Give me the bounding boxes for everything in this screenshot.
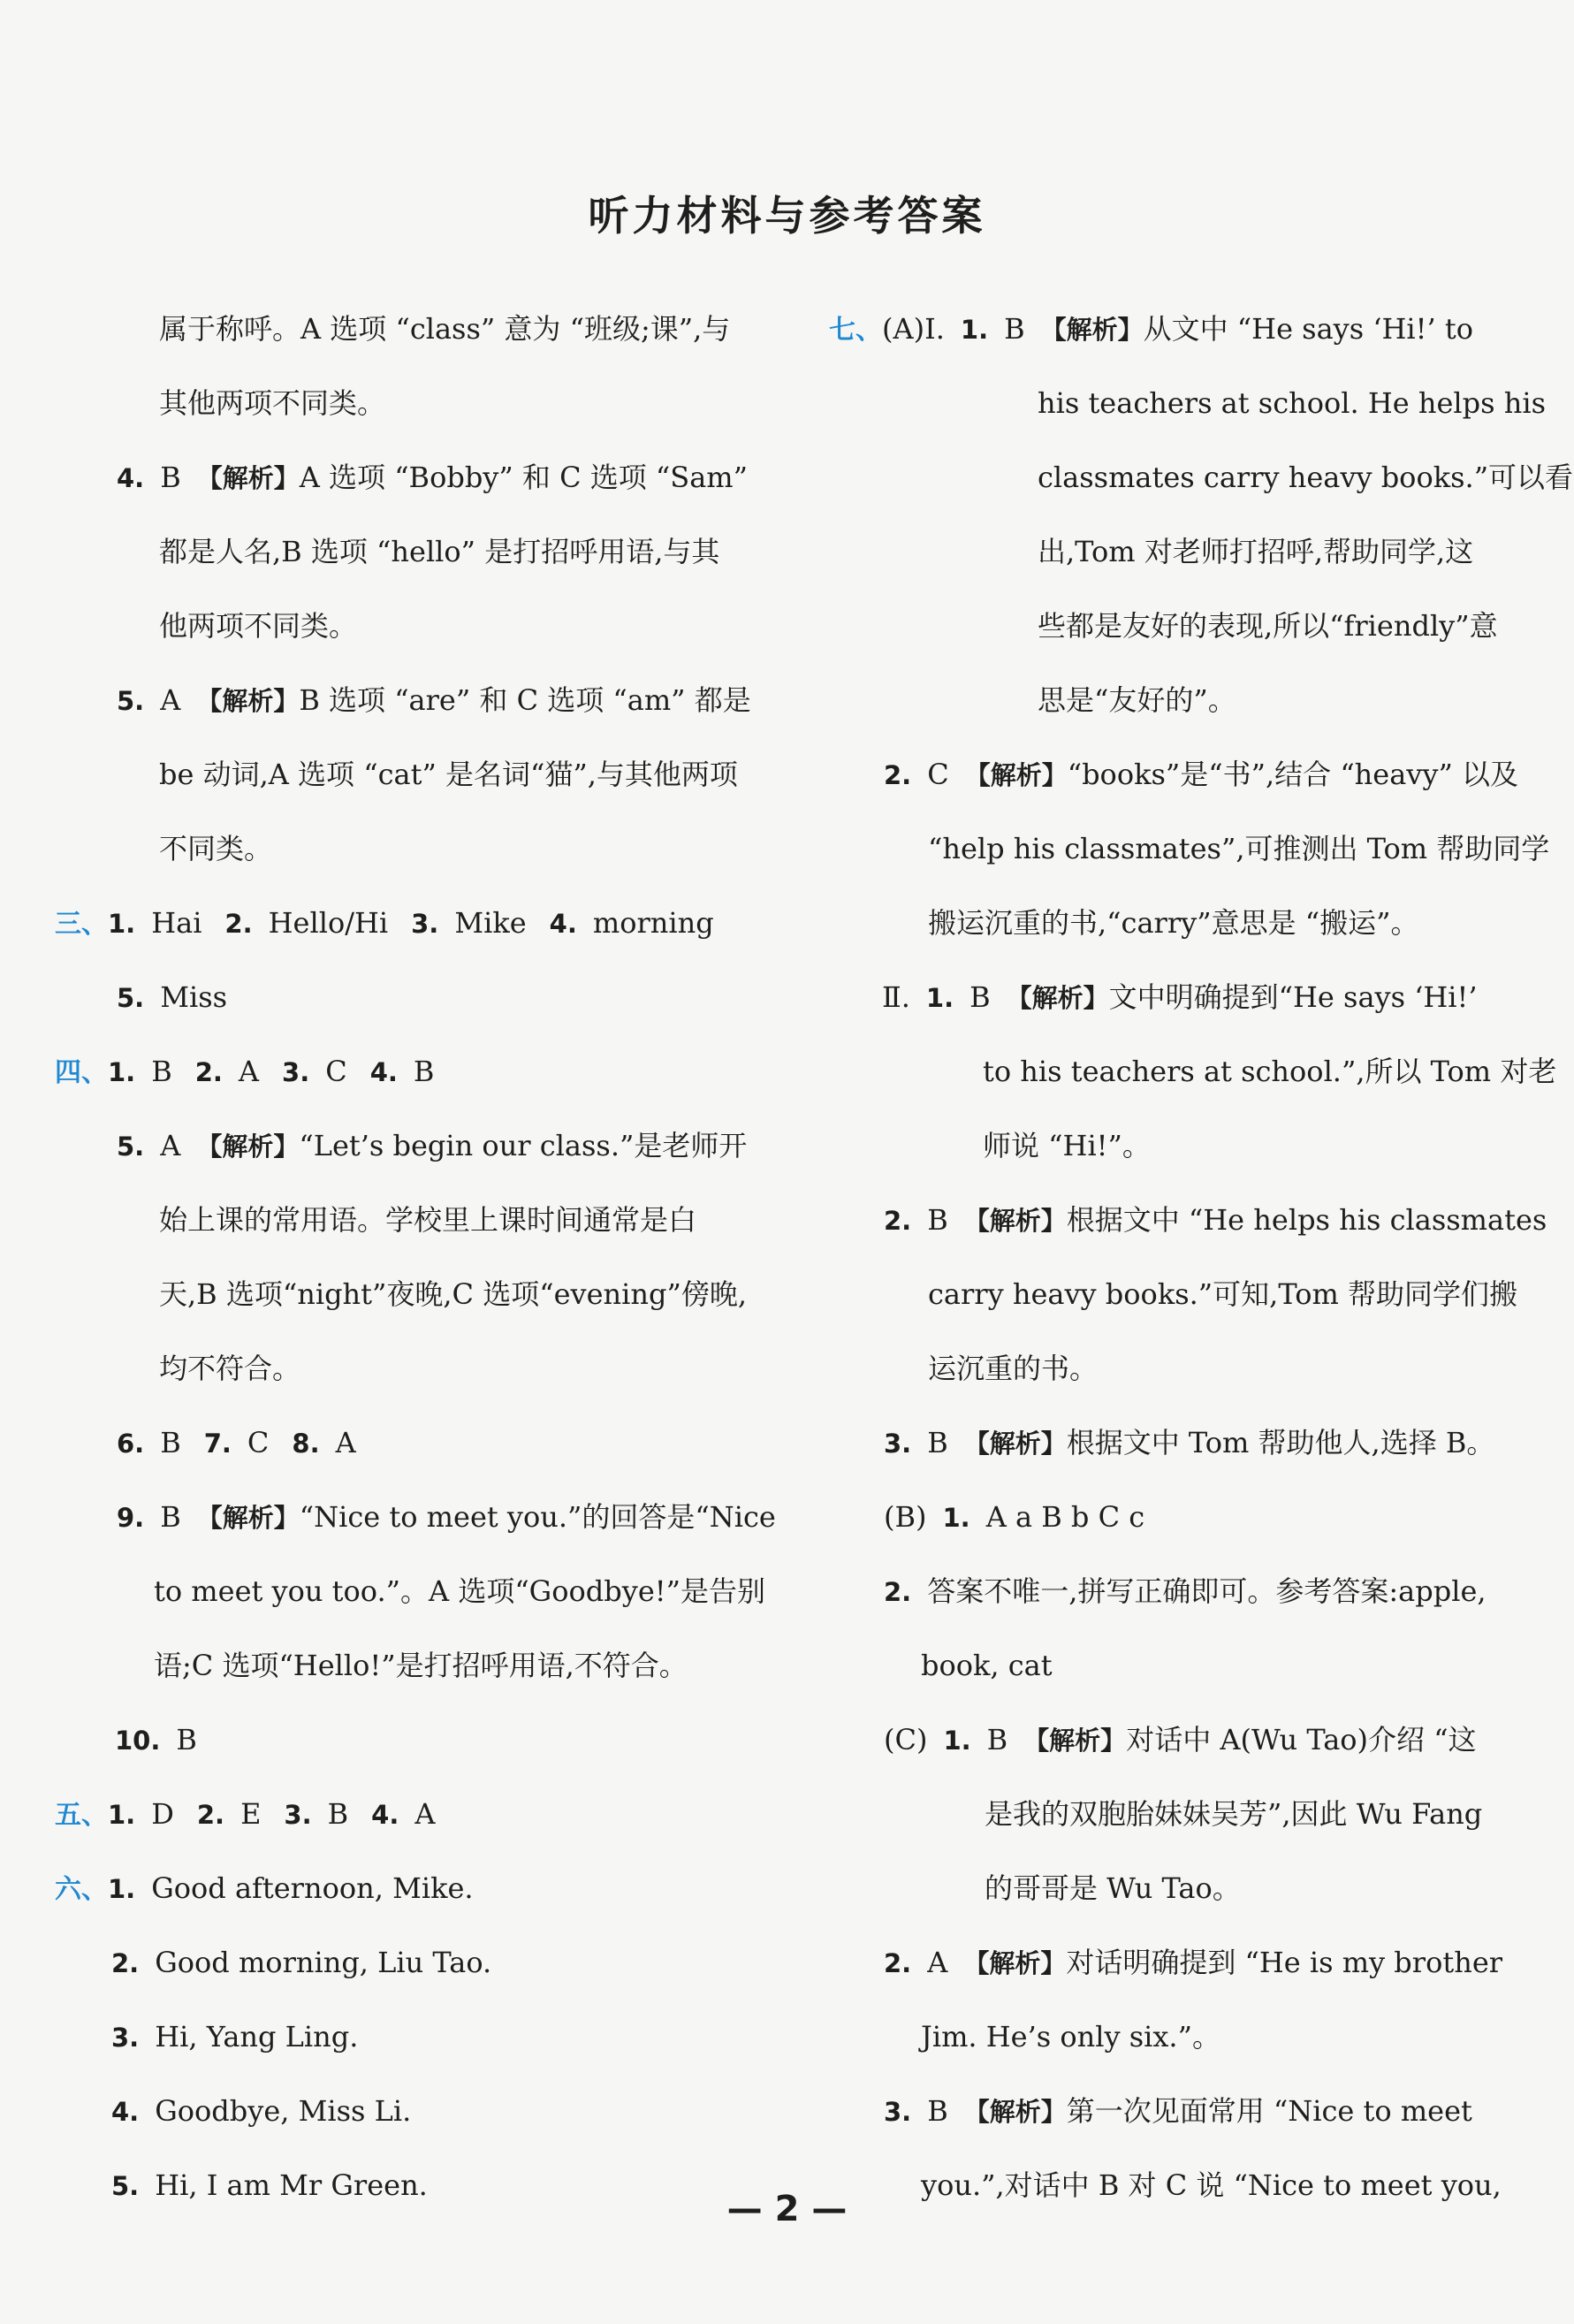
text-line: 属于称呼。A 选项 “class” 意为 “班级;课”,与 <box>159 312 731 346</box>
text-line: 不同类。 <box>159 832 273 865</box>
section-3-row <box>55 886 769 960</box>
section-label: 三、 <box>55 909 108 940</box>
answer-letter: E <box>240 1797 262 1831</box>
analysis-text: 文中明确提到“He says ‘Hi!’ <box>1108 980 1478 1014</box>
section-6-item-4 <box>111 2074 769 2148</box>
answer-letter: B <box>176 1723 197 1756</box>
section-6-item-2 <box>111 1925 769 2000</box>
analysis-text: “Let’s begin our class.”是老师开 <box>299 1129 748 1162</box>
part-b-item-2 <box>884 1554 1527 1628</box>
section-label: 七、 <box>829 315 882 346</box>
item-number: 3. <box>884 2097 912 2127</box>
item-number: 4. <box>549 909 577 939</box>
item-number: 2. <box>884 760 912 790</box>
answer-text: Mike <box>454 906 527 940</box>
analysis-text: “Nice to meet you.”的回答是“Nice <box>299 1500 776 1534</box>
analysis-tag: 【解析】 <box>196 1132 300 1162</box>
analysis-text: B 选项 “are” 和 C 选项 “am” 都是 <box>299 683 751 717</box>
section-5-row <box>55 1777 769 1851</box>
text-line: to meet you too.”。A 选项“Goodbye!”是告别 <box>154 1574 765 1608</box>
answer-letter: B <box>1004 312 1025 346</box>
text-line: 均不符合。 <box>159 1352 301 1385</box>
page-title: 听力材料与参考答案 <box>588 192 986 240</box>
item-number: 3. <box>411 909 439 939</box>
analysis-text: 第一次见面常用 “Nice to meet <box>1066 2094 1472 2128</box>
answer-letter: C <box>325 1055 347 1088</box>
text-line: be 动词,A 选项 “cat” 是名词“猫”,与其他两项 <box>159 758 738 791</box>
analysis-tag: 【解析】 <box>963 2097 1067 2127</box>
item-number: 1. <box>943 1726 971 1756</box>
item-number: 1. <box>108 1874 136 1904</box>
text-line: 的哥哥是 Wu Tao。 <box>985 1871 1241 1905</box>
item-number: 2. <box>884 1948 912 1978</box>
page-number: — 2 — <box>726 2189 848 2229</box>
answer-letter: C <box>927 758 949 791</box>
section-4-items-6-8 <box>117 1406 769 1480</box>
section-6-item-1 <box>55 1851 769 1925</box>
item-number: 4. <box>117 463 145 493</box>
answer-text: Hi, Yang Ling. <box>155 2020 359 2054</box>
analysis-tag: 【解析】 <box>1023 1726 1127 1756</box>
text-line: book, cat <box>921 1649 1053 1682</box>
section-4-row <box>55 1034 769 1109</box>
text-line: to his teachers at school.”,所以 Tom 对老 <box>983 1055 1557 1088</box>
text-line: 天,B 选项“night”夜晚,C 选项“evening”傍晚, <box>159 1277 747 1311</box>
section-4-item-5 <box>117 1109 769 1183</box>
section-3-item-5 <box>117 960 769 1034</box>
item-number: 2. <box>196 1800 225 1830</box>
section-label: 五、 <box>55 1800 108 1831</box>
analysis-tag: 【解析】 <box>196 463 300 493</box>
item-number: 1. <box>108 1800 136 1830</box>
section-label: 四、 <box>55 1057 108 1088</box>
part-label: (A)Ⅰ. <box>882 312 945 346</box>
text-line: classmates carry heavy books.”可以看 <box>1038 461 1574 494</box>
answer-letter: B <box>927 1203 948 1237</box>
answer-letter: B <box>327 1797 349 1831</box>
item-number: 2. <box>194 1057 223 1087</box>
answer-letter: A <box>160 683 181 717</box>
item-number: 1. <box>942 1503 970 1533</box>
item-number: 6. <box>117 1429 145 1459</box>
text-line: 他两项不同类。 <box>159 609 358 643</box>
answer-item-5 <box>117 663 769 737</box>
answer-letter: B <box>413 1055 435 1088</box>
analysis-tag: 【解析】 <box>964 760 1068 790</box>
answer-text: Hai <box>151 906 202 940</box>
item-number: 5. <box>117 686 145 716</box>
answer-text: 答案不唯一,拼写正确即可。参考答案:apple, <box>927 1574 1487 1608</box>
item-number: 4. <box>369 1057 398 1087</box>
text-line: 些都是友好的表现,所以“friendly”意 <box>1038 609 1498 643</box>
item-number: 2. <box>224 909 253 939</box>
analysis-text: 根据文中 “He helps his classmates <box>1066 1203 1547 1237</box>
item-number: 1. <box>108 1057 136 1087</box>
part-label: Ⅱ. <box>882 980 910 1014</box>
answer-letter: B <box>927 2094 948 2128</box>
item-number: 1. <box>108 909 136 939</box>
item-number: 5. <box>117 983 145 1013</box>
analysis-tag: 【解析】 <box>963 1948 1067 1978</box>
answer-letter: A <box>238 1055 260 1088</box>
item-number: 1. <box>925 983 954 1013</box>
item-number: 3. <box>884 1429 912 1459</box>
text-line: Jim. He’s only six.”。 <box>921 2020 1220 2054</box>
answer-letter: D <box>151 1797 174 1831</box>
analysis-tag: 【解析】 <box>196 686 300 716</box>
part-label: (B) <box>884 1500 927 1534</box>
text-line: 始上课的常用语。学校里上课时间通常是白 <box>159 1203 697 1237</box>
item-number: 3. <box>282 1057 310 1087</box>
answer-letter: B <box>986 1723 1008 1756</box>
text-line: his teachers at school. He helps his <box>1038 386 1546 420</box>
part-label: (C) <box>884 1723 928 1756</box>
analysis-tag: 【解析】 <box>1006 983 1109 1013</box>
analysis-text: 根据文中 Tom 帮助他人,选择 B。 <box>1066 1426 1495 1459</box>
answer-letter: C <box>247 1426 270 1459</box>
item-number: 5. <box>117 1132 145 1162</box>
section-7-b1 <box>882 960 1527 1034</box>
answer-letter: A <box>414 1797 436 1831</box>
analysis-tag: 【解析】 <box>1040 315 1144 345</box>
part-c-item-2 <box>884 1925 1527 2000</box>
text-line: 出,Tom 对老师打招呼,帮助同学,这 <box>1038 535 1474 568</box>
answer-text: Hello/Hi <box>268 906 389 940</box>
answer-letter: B <box>160 461 181 494</box>
answer-text: Goodbye, Miss Li. <box>155 2094 412 2128</box>
item-number: 4. <box>371 1800 399 1830</box>
section-7-a2 <box>884 737 1527 811</box>
section-label: 六、 <box>55 1874 108 1905</box>
part-c-item-3 <box>884 2074 1527 2148</box>
text-line: 师说 “Hi!”。 <box>983 1129 1151 1162</box>
section-7-a1 <box>829 292 1527 366</box>
item-number: 10. <box>115 1726 161 1756</box>
item-number: 3. <box>111 2023 140 2053</box>
answer-letter: B <box>160 1426 181 1459</box>
text-line: 是我的双胞胎妹妹吴芳”,因此 Wu Fang <box>985 1797 1483 1831</box>
text-line: 思是“友好的”。 <box>1038 683 1236 717</box>
item-number: 2. <box>884 1206 912 1236</box>
analysis-text: 从文中 “He says ‘Hi!’ to <box>1143 312 1473 346</box>
answer-text: A a B b C c <box>985 1500 1145 1534</box>
analysis-text: 对话明确提到 “He is my brother <box>1066 1946 1503 1979</box>
item-number: 9. <box>117 1503 145 1533</box>
item-number: 7. <box>203 1429 232 1459</box>
answer-letter: A <box>335 1426 356 1459</box>
analysis-tag: 【解析】 <box>196 1503 300 1533</box>
part-c-item-1 <box>884 1703 1527 1777</box>
analysis-text: 对话中 A(Wu Tao)介绍 “这 <box>1126 1723 1477 1756</box>
analysis-text: “books”是“书”,结合 “heavy” 以及 <box>1067 758 1518 791</box>
text-line: 都是人名,B 选项 “hello” 是打招呼用语,与其 <box>159 535 720 568</box>
answer-letter: A <box>160 1129 181 1162</box>
section-7-b3 <box>884 1406 1527 1480</box>
part-b-item-1 <box>884 1480 1527 1554</box>
text-line: carry heavy books.”可知,Tom 帮助同学们搬 <box>928 1277 1517 1311</box>
text-line: 语;C 选项“Hello!”是打招呼用语,不符合。 <box>154 1649 688 1682</box>
answer-item-4 <box>117 440 769 514</box>
analysis-text: A 选项 “Bobby” 和 C 选项 “Sam” <box>299 461 748 494</box>
answer-text: Good morning, Liu Tao. <box>155 1946 492 1979</box>
answer-letter: B <box>927 1426 948 1459</box>
item-number: 5. <box>111 2171 140 2201</box>
section-7-b2 <box>884 1183 1547 1257</box>
text-line: 运沉重的书。 <box>928 1352 1099 1385</box>
analysis-tag: 【解析】 <box>963 1206 1067 1236</box>
answer-text: Miss <box>160 980 228 1014</box>
item-number: 3. <box>284 1800 312 1830</box>
section-6-item-3 <box>111 2000 769 2074</box>
text-line: 其他两项不同类。 <box>159 386 386 420</box>
answer-letter: B <box>151 1055 172 1088</box>
section-4-item-10 <box>115 1703 769 1777</box>
item-number: 2. <box>884 1577 912 1607</box>
answer-text: Good afternoon, Mike. <box>151 1871 474 1905</box>
text-line: “help his classmates”,可推测出 Tom 帮助同学 <box>928 832 1550 865</box>
answer-text: morning <box>592 906 714 940</box>
text-line: you.”,对话中 B 对 C 说 “Nice to meet you, <box>921 2168 1502 2202</box>
item-number: 4. <box>111 2097 140 2127</box>
answer-text: Hi, I am Mr Green. <box>155 2168 428 2202</box>
analysis-tag: 【解析】 <box>963 1429 1067 1459</box>
answer-letter: B <box>969 980 991 1014</box>
item-number: 2. <box>111 1948 140 1978</box>
item-number: 8. <box>292 1429 320 1459</box>
item-number: 1. <box>960 315 989 345</box>
answer-letter: A <box>927 1946 948 1979</box>
section-4-item-9 <box>117 1480 776 1554</box>
text-line: 搬运沉重的书,“carry”意思是 “搬运”。 <box>928 906 1419 940</box>
answer-letter: B <box>160 1500 181 1534</box>
